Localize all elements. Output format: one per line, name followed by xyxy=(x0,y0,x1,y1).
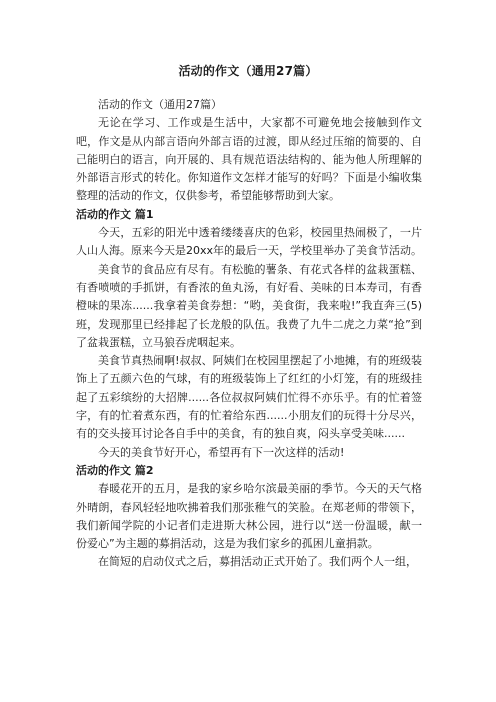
document-body xyxy=(76,96,422,572)
intro-paragraph: 无论在学习、工作或是生活中，大家都不可避免地会接触到作文吧，作文是从内部言语向外部言语的过渡，即从经过压缩的简要的、自己能明白的语言，向开展的、具有规范语法结构的、能为他人所理解的外部语言形式的转化。你知道作文怎样才能写的好吗？下面是小编收集整理的活动的作文，仅供参考，希望能够帮助到大家。 xyxy=(76,116,422,203)
section-1-paragraph-3: 美食节真热闹啊!叔叔、阿姨们在校园里摆起了小地摊，有的班级装饰上了五颜六色的气球，有的班级装饰上了红红的小灯笼，有的班级挂起了五彩缤纷的大招牌......各位叔叔阿姨们忙得不亦乐乎。有的忙着签字，有的忙着煮东西，有的忙着给东西......小朋友们的玩得十分尽兴，有的交头接耳讨论各自手中的美食，有的独自爽，闷头享受美味...... xyxy=(76,354,422,441)
document-title: 活动的作文（通用27篇） xyxy=(178,64,318,78)
section-1-paragraph-4: 今天的美食节好开心，希望再有下一次这样的活动! xyxy=(98,445,345,459)
section-1-paragraph-1: 今天，五彩的阳光中透着缕缕喜庆的色彩，校园里热闹极了，一片人山人海。原来今天是20xx年的最后一天，学校里举办了美食节活动。 xyxy=(76,226,423,258)
section-2-paragraph-1: 春暖花开的五月，是我的家乡哈尔滨最美丽的季节。今天的天气格外晴朗，春风轻轻地吹拂着我们那张稚气的笑脸。在郑老师的带领下，我们新闻学院的小记者们走进斯大林公园，进行以“送一份温暖，献一份爱心”为主题的募捐活动，这是为我们家乡的孤困儿童捐款。 xyxy=(76,482,422,551)
intro-title-line: 活动的作文（通用27篇） xyxy=(98,98,222,111)
section-heading-1: 活动的作文 篇1 xyxy=(76,207,154,221)
section-heading-2: 活动的作文 篇2 xyxy=(76,463,154,477)
section-2-paragraph-2: 在简短的启动仪式之后，募捐活动正式开始了。我们两个人一组， xyxy=(98,555,417,569)
section-1-paragraph-2: 美食节的食品应有尽有。有松脆的薯条、有花式各样的盆栽蛋糕、有香喷喷的手抓饼，有香浓的鱼丸汤，有好看、美味的日本寿司，有香橙味的果冻......我拿着美食券想：“哟，美食街，我来啦!”我直奔三(5)班，发现那里已经排起了长龙般的队伍。我费了九牛二虎之力菜“抢”到了盆栽蛋糕，立马狼吞虎咽起来。 xyxy=(76,262,422,349)
